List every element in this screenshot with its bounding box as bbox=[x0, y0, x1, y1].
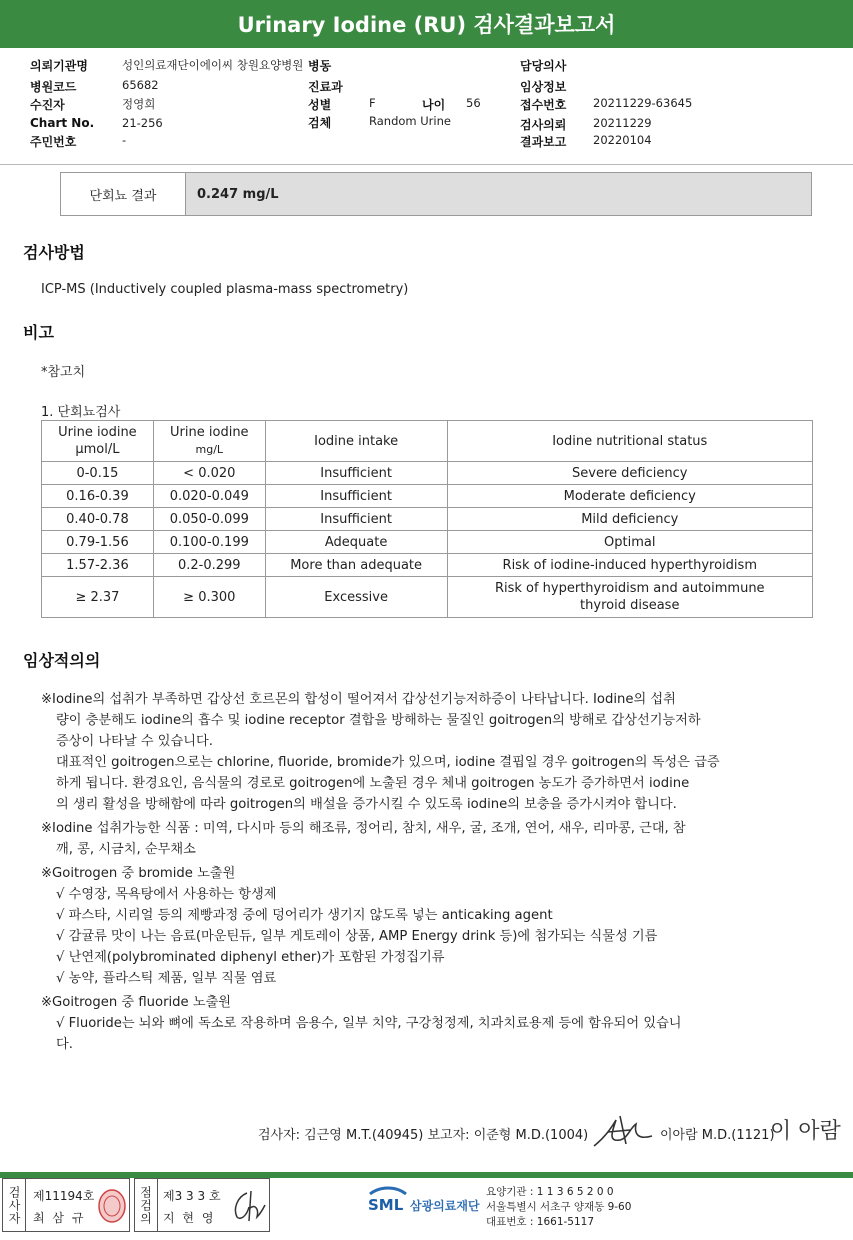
approver-name: 지 현 영 bbox=[163, 1211, 216, 1225]
sex-value: F bbox=[369, 96, 376, 110]
patient-value: 정영희 bbox=[122, 97, 156, 111]
remarks-heading: 비고 bbox=[23, 323, 54, 342]
clinical-line: √ 감귤류 맛이 나는 음료(마운틴듀, 일부 게토레이 상품, AMP Energy drink 등)에 첨가되는 식물성 기름 bbox=[56, 929, 658, 944]
approver-signature-icon bbox=[227, 1187, 267, 1225]
method-heading: 검사방법 bbox=[23, 243, 85, 262]
clinical-heading: 임상적의의 bbox=[23, 651, 101, 670]
handwritten-signature: 이 아람 bbox=[770, 1119, 841, 1144]
ward-label: 병동 bbox=[308, 59, 332, 73]
org-address: 서울특별시 서초구 양재동 9-60 bbox=[486, 1201, 632, 1213]
sml-logo bbox=[368, 1184, 408, 1220]
signature-scribble-icon bbox=[590, 1110, 656, 1154]
logo-text: SML bbox=[368, 1196, 404, 1214]
inspector-name: 최 삼 규 bbox=[33, 1211, 86, 1225]
clinical-line: ※Goitrogen 중 fluoride 노출원 bbox=[41, 995, 232, 1010]
clinical-line: √ Fluoride는 뇌와 뼈에 독소로 작용하며 음용수, 일부 치약, 구강청정제, 치과치료용제 등에 함유되어 있습니 bbox=[56, 1016, 682, 1031]
clinical-line: 깨, 콩, 시금치, 순무채소 bbox=[56, 842, 196, 857]
table-row: 0.79-1.56 0.100-0.199 Adequate Optimal bbox=[42, 531, 813, 554]
table-title: 1. 단회뇨검사 bbox=[41, 405, 121, 420]
request-label: 검사의뢰 bbox=[520, 118, 567, 132]
clinical-info-label: 임상정보 bbox=[520, 80, 567, 94]
hospital-code-label: 병원코드 bbox=[30, 80, 77, 94]
col-header-umol: Urine iodine μmol/L bbox=[42, 421, 154, 462]
clinical-line: √ 파스타, 시리얼 등의 제빵과정 중에 덩어리가 생기지 않도록 넣는 anticaking agent bbox=[56, 908, 553, 923]
reference-table bbox=[41, 420, 813, 618]
clinical-line: √ 수영장, 목욕탕에서 사용하는 항생제 bbox=[56, 887, 277, 902]
hospital-code-value: 65682 bbox=[122, 78, 159, 92]
age-value: 56 bbox=[466, 96, 481, 110]
org-code: 요양기관 : 1 1 3 6 5 2 0 0 bbox=[486, 1186, 614, 1198]
approver-no: 제3 3 3 호 bbox=[163, 1189, 221, 1203]
specimen-label: 검체 bbox=[308, 116, 332, 130]
resident-no-value: - bbox=[122, 133, 127, 147]
clinical-line: 다. bbox=[56, 1037, 73, 1052]
report-label: 결과보고 bbox=[520, 135, 567, 149]
table-row: 0.40-0.78 0.050-0.099 Insufficient Mild deficiency bbox=[42, 508, 813, 531]
receipt-no-value: 20211229-63645 bbox=[593, 96, 693, 110]
dept-label: 진료과 bbox=[308, 80, 343, 94]
approver-stamp bbox=[134, 1178, 270, 1232]
table-row: ≥ 2.37 ≥ 0.300 Excessive Risk of hyperthyroidism and autoimmune thyroid disease bbox=[42, 577, 813, 618]
clinical-line: 량이 충분해도 iodine의 흡수 및 iodine receptor 결합을 방해하는 물질인 goitrogen의 방해로 갑상선기능저하 bbox=[56, 713, 701, 728]
header-divider bbox=[0, 164, 853, 165]
clinical-line: 대표적인 goitrogen으로는 chlorine, fluoride, bromide가 있으며, iodine 결핍일 경우 goitrogen의 독성은 급증 bbox=[56, 755, 720, 770]
col-header-intake: Iodine intake bbox=[265, 421, 447, 462]
report-value: 20220104 bbox=[593, 133, 652, 147]
clinical-line: 의 생리 활성을 방해함에 따라 goitrogen의 배설을 증가시킬 수 있도록 iodine의 보충을 증가시켜야 합니다. bbox=[56, 797, 677, 812]
col-header-mgl: Urine iodine mg/L bbox=[153, 421, 265, 462]
clinical-line: 하게 됩니다. 환경요인, 음식물의 경로로 goitrogen에 노출된 경우 체내 goitrogen 농도가 증가하면서 iodine bbox=[56, 776, 690, 791]
inspector-stamp bbox=[2, 1178, 130, 1232]
result-value: 0.247 mg/L bbox=[197, 186, 279, 202]
signature-text: 검사자: 김근영 M.T.(40945) 보고자: 이준형 M.D.(1004) bbox=[258, 1128, 589, 1143]
report-title: Urinary Iodine (RU) 검사결과보고서 bbox=[0, 0, 853, 48]
institution-label: 의뢰기관명 bbox=[30, 59, 88, 73]
second-reporter: 이아람 M.D.(1121) bbox=[660, 1128, 775, 1143]
patient-label: 수진자 bbox=[30, 98, 65, 112]
seal-icon bbox=[97, 1187, 127, 1225]
clinical-line: 증상이 나타날 수 있습니다. bbox=[56, 734, 213, 749]
inspector-no: 제11194호 bbox=[33, 1189, 95, 1203]
result-label: 단회뇨 결과 bbox=[61, 173, 186, 215]
clinical-line: √ 농약, 플라스틱 제품, 일부 직물 염료 bbox=[56, 971, 277, 986]
age-label: 나이 bbox=[422, 98, 446, 112]
chart-no-label: Chart No. bbox=[30, 116, 95, 130]
approver-vertical-label: 점검의 bbox=[135, 1179, 158, 1231]
institution-value: 성인의료재단이에이씨 창원요양병원 bbox=[122, 58, 304, 72]
clinical-line: ※Iodine의 섭취가 부족하면 갑상선 호르몬의 합성이 떨어져서 갑상선기능저하증이 나타납니다. Iodine의 섭취 bbox=[41, 692, 676, 707]
inspector-vertical-label: 검사자 bbox=[3, 1179, 26, 1231]
method-text: ICP-MS (Inductively coupled plasma-mass spectrometry) bbox=[41, 282, 409, 297]
request-value: 20211229 bbox=[593, 116, 652, 130]
clinical-line: √ 난연제(polybrominated diphenyl ether)가 포함된 가정집기류 bbox=[56, 950, 445, 965]
table-row: 0.16-0.39 0.020-0.049 Insufficient Moderate deficiency bbox=[42, 485, 813, 508]
sex-label: 성별 bbox=[308, 98, 332, 112]
clinical-line: ※Goitrogen 중 bromide 노출원 bbox=[41, 866, 236, 881]
resident-no-label: 주민번호 bbox=[30, 135, 77, 149]
col-header-status: Iodine nutritional status bbox=[447, 421, 812, 462]
receipt-no-label: 접수번호 bbox=[520, 98, 567, 112]
doctor-label: 담당의사 bbox=[520, 59, 567, 73]
specimen-value: Random Urine bbox=[369, 114, 451, 128]
table-row: 0-0.15 < 0.020 Insufficient Severe deficiency bbox=[42, 462, 813, 485]
reference-label: *참고치 bbox=[41, 365, 86, 380]
clinical-line: ※Iodine 섭취가능한 식품 : 미역, 다시마 등의 해조류, 정어리, 참치, 새우, 굴, 조개, 연어, 새우, 리마콩, 근대, 참 bbox=[41, 821, 686, 836]
table-row: 1.57-2.36 0.2-0.299 More than adequate Risk of iodine-induced hyperthyroidism bbox=[42, 554, 813, 577]
chart-no-value: 21-256 bbox=[122, 116, 163, 130]
org-phone: 대표번호 : 1661-5117 bbox=[486, 1216, 595, 1228]
result-box bbox=[60, 172, 812, 216]
table-header-row bbox=[42, 421, 813, 462]
org-name: 삼광의료재단 bbox=[410, 1199, 480, 1213]
